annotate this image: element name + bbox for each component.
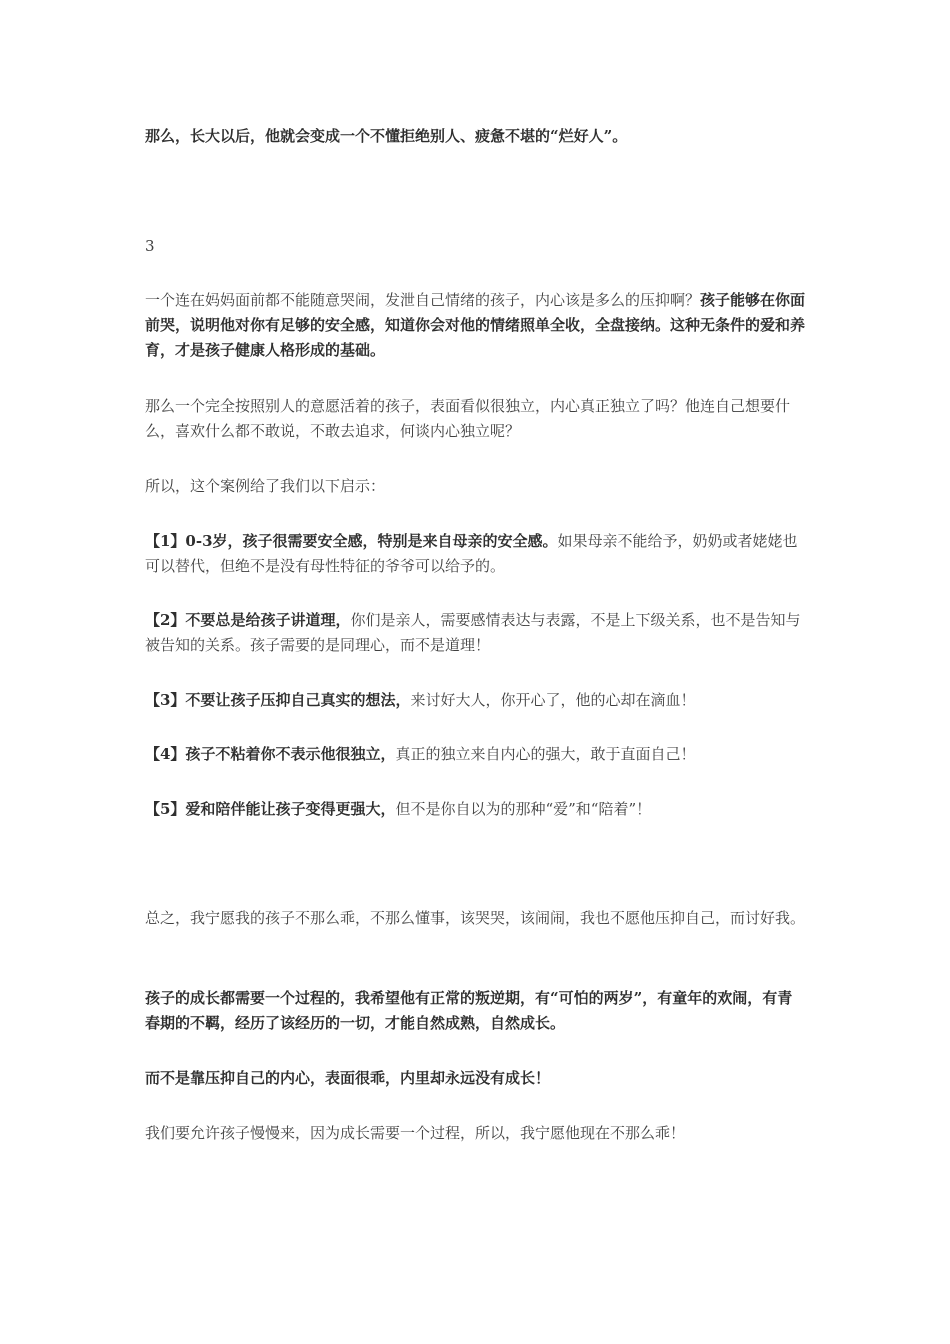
lesson-item-2-bold: 【2】不要总是给孩子讲道理， xyxy=(145,611,351,629)
paragraph-crying-bold: 孩子能够在你面前哭，说明他对你有足够的安全感，知道你会对他的情绪照单全收，全盘接纳。这种无条件的爱和养育，才是孩子健康人格形成的基础。 xyxy=(145,291,806,359)
paragraph-independence: 那么一个完全按照别人的意愿活着的孩子，表面看似很独立，内心真正独立了吗？他连自己想要什么，喜欢什么都不敢说，不敢去追求，何谈内心独立呢？ xyxy=(145,397,791,440)
paragraph-not-suppress: 而不是靠压抑自己的内心，表面很乖，内里却永远没有成长！ xyxy=(145,1069,551,1087)
lesson-item-4 xyxy=(145,742,807,767)
lesson-item-5 xyxy=(145,797,807,822)
lesson-item-1 xyxy=(145,529,807,579)
lesson-item-4-plain: 真正的独立来自内心的强大，敢于直面自己！ xyxy=(395,745,696,763)
paragraph-crying-safety xyxy=(145,288,807,363)
paragraph-conclusion: 总之，我宁愿我的孩子不那么乖，不那么懂事，该哭哭，该闹闹，我也不愿他压抑自己，而讨好我。 xyxy=(145,909,806,927)
paragraph-lessons-intro: 所以，这个案例给了我们以下启示： xyxy=(145,477,386,495)
section-number: 3 xyxy=(145,237,155,255)
lesson-item-3-bold: 【3】不要让孩子压抑自己真实的想法， xyxy=(145,691,411,709)
lesson-item-5-bold: 【5】爱和陪伴能让孩子变得更强大， xyxy=(145,800,396,818)
lesson-item-1-plain: 如果母亲不能给予，奶奶或者姥姥也可以替代，但绝不是没有母性特征的爷爷可以给予的。 xyxy=(145,532,798,575)
lesson-item-2-plain: 你们是亲人，需要感情表达与表露，不是上下级关系，也不是告知与被告知的关系。孩子需要的是同理心，而不是道理！ xyxy=(145,611,801,654)
paragraph-let-grow-slowly: 我们要允许孩子慢慢来，因为成长需要一个过程，所以，我宁愿他现在不那么乖！ xyxy=(145,1124,686,1142)
lesson-item-3 xyxy=(145,688,807,713)
paragraph-rotten-good-person: 那么，长大以后，他就会变成一个不懂拒绝别人、疲惫不堪的“烂好人”。 xyxy=(145,127,628,145)
paragraph-crying-plain: 一个连在妈妈面前都不能随意哭闹，发泄自己情绪的孩子，内心该是多么的压抑啊？ xyxy=(145,291,701,309)
lesson-item-3-plain: 来讨好大人，你开心了，他的心却在滴血！ xyxy=(410,691,696,709)
lesson-item-1-bold: 【1】0-3岁，孩子很需要安全感，特别是来自母亲的安全感。 xyxy=(145,532,558,550)
lesson-item-5-plain: 但不是你自以为的那种“爱”和“陪着”！ xyxy=(395,800,652,818)
lesson-item-4-bold: 【4】孩子不粘着你不表示他很独立， xyxy=(145,745,396,763)
paragraph-growth-process: 孩子的成长都需要一个过程的，我希望他有正常的叛逆期，有“可怕的两岁”，有童年的欢闹，有青春期的不羁，经历了该经历的一切，才能自然成熟，自然成长。 xyxy=(145,989,793,1032)
lesson-item-2 xyxy=(145,608,807,658)
